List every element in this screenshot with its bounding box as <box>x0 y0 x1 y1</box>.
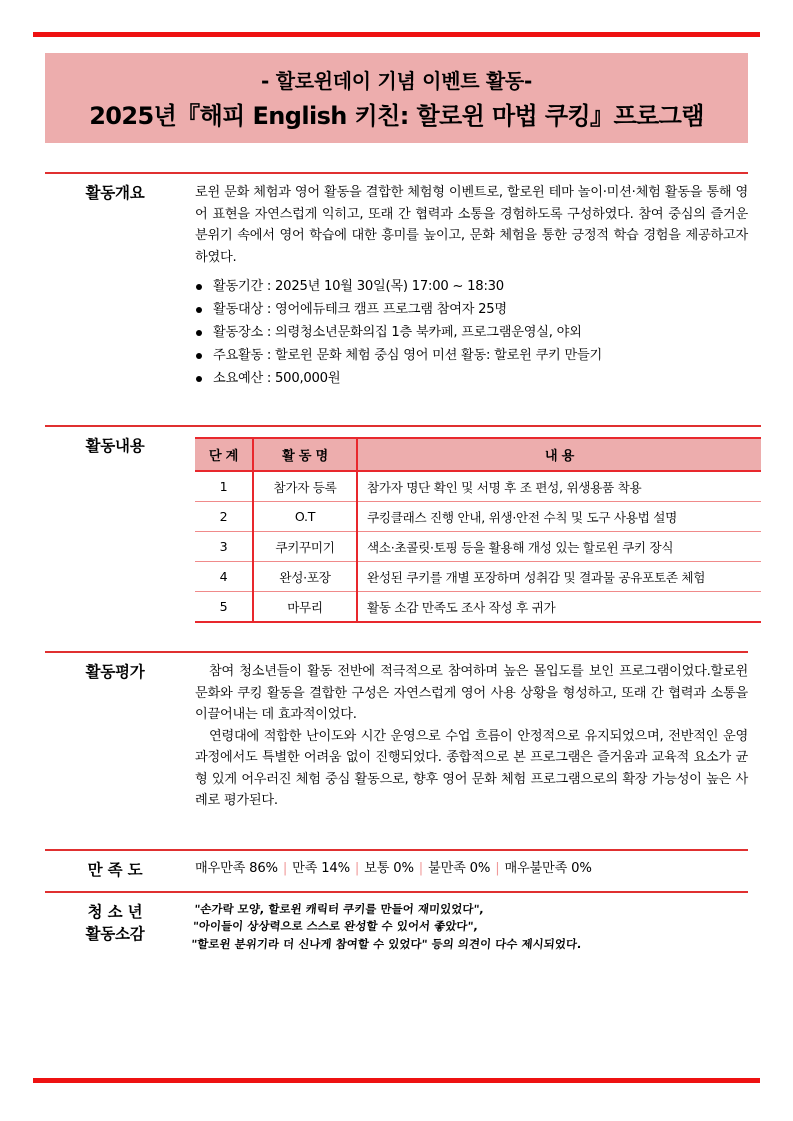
bullet-text: 활동장소 : 의령청소년문화의집 1층 북카페, 프로그램운영실, 야외 <box>213 325 582 341</box>
quote-line: "손가락 모양, 할로윈 캐릭터 쿠키를 만들어 재미있었다", <box>193 902 485 916</box>
separator: | <box>354 861 360 876</box>
cell-activity: 쿠키꾸미기 <box>253 532 357 562</box>
satisfaction-body <box>185 849 748 879</box>
top-red-rule <box>33 32 760 37</box>
title-banner <box>45 53 748 143</box>
feedback-label-line2: 활동소감 <box>85 924 145 943</box>
list-item <box>195 346 748 366</box>
evaluation-paragraph-2: 연령대에 적합한 난이도와 시간 운영으로 수업 흐름이 안정적으로 유지되었으며, 전반적인 운영 과정에서도 특별한 어려움 없이 진행되었다. 종합적으로 본 프로그램은 즐거움과 교육적 요소가 균형 있게 어우러진 체험 중심 활동으로, 향후 영어 문화 체험 프로그램으로의 확장 가능성이 높은 사례로 평가된다. <box>195 728 748 809</box>
cell-activity: 참가자 등록 <box>253 471 357 502</box>
satisfaction-item-value: 14% <box>321 861 350 876</box>
cell-step: 1 <box>195 471 253 502</box>
list-item <box>195 300 748 320</box>
table-row <box>195 502 761 532</box>
section-label-satisfaction <box>45 849 185 881</box>
satisfaction-item-value: 0% <box>393 861 414 876</box>
separator: | <box>418 861 424 876</box>
bullet-dot-icon <box>196 376 202 382</box>
section-satisfaction <box>45 849 748 881</box>
cell-step: 2 <box>195 502 253 532</box>
satisfaction-item-name: 만족 <box>292 861 318 876</box>
bullet-dot-icon <box>196 284 202 290</box>
section-label-evaluation <box>45 651 185 683</box>
cell-description: 참가자 명단 확인 및 서명 후 조 편성, 위생용품 착용 <box>357 471 761 502</box>
bullet-text: 소요예산 : 500,000원 <box>213 371 341 387</box>
activity-table-head <box>195 438 761 471</box>
bullet-dot-icon <box>196 330 202 336</box>
cell-activity: 마무리 <box>253 592 357 623</box>
evaluation-body <box>185 651 748 812</box>
table-row <box>195 562 761 592</box>
table-header-row <box>195 438 761 471</box>
cell-activity: O.T <box>253 502 357 532</box>
title-main: 2025년『해피 English 키친: 할로윈 마법 쿠킹』프로그램 <box>89 102 704 130</box>
title-subtitle: - 할로윈데이 기념 이벤트 활동- <box>261 69 532 93</box>
list-item <box>195 369 748 389</box>
activity-table <box>195 437 761 623</box>
satisfaction-item-value: 0% <box>571 861 592 876</box>
activity-table-body <box>195 471 761 622</box>
list-item <box>195 323 748 343</box>
section-overview <box>45 172 748 392</box>
content-body <box>185 425 761 623</box>
bullet-text: 주요활동 : 할로윈 문화 체험 중심 영어 미션 활동: 할로윈 쿠키 만들기 <box>213 348 602 364</box>
satisfaction-breakdown <box>195 859 748 879</box>
satisfaction-item-name: 매우불만족 <box>504 861 568 876</box>
satisfaction-item-name: 불만족 <box>428 861 466 876</box>
evaluation-paragraph-1: 참여 청소년들이 활동 전반에 적극적으로 참여하며 높은 몰입도를 보인 프로그램이었다.할로윈 문화와 쿠킹 활동을 결합한 구성은 자연스럽게 영어 사용 상황을 형성하고, 또래 간 협력과 소통을 이끌어내는 데 효과적이었다. <box>195 664 748 723</box>
section-label-feedback <box>45 891 185 945</box>
overview-label-text: 활동개요 <box>85 184 145 202</box>
cell-activity: 완성·포장 <box>253 562 357 592</box>
bottom-red-rule <box>33 1078 760 1083</box>
section-label-content <box>45 425 185 457</box>
satisfaction-label-text: 만 족 도 <box>87 861 143 879</box>
satisfaction-item-name: 매우만족 <box>195 861 246 876</box>
table-row <box>195 471 761 502</box>
section-label-overview <box>45 172 185 204</box>
overview-bullet-list <box>195 277 748 389</box>
bullet-dot-icon <box>196 307 202 313</box>
section-youth-feedback <box>45 891 748 953</box>
overview-body <box>185 172 748 392</box>
cell-step: 5 <box>195 592 253 623</box>
cell-step: 4 <box>195 562 253 592</box>
satisfaction-item-name: 보통 <box>364 861 390 876</box>
col-header-description: 내 용 <box>357 438 761 471</box>
bullet-text: 활동기간 : 2025년 10월 30일(목) 17:00 ~ 18:30 <box>213 279 504 295</box>
section-evaluation <box>45 651 748 812</box>
cell-description: 색소·초콜릿·토핑 등을 활용해 개성 있는 할로윈 쿠키 장식 <box>357 532 761 562</box>
evaluation-label-text: 활동평가 <box>85 663 145 681</box>
bullet-text: 활동대상 : 영어에듀테크 캠프 프로그램 참여자 25명 <box>213 302 507 318</box>
list-item <box>195 277 748 297</box>
overview-paragraph: 로윈 문화 체험과 영어 활동을 결합한 체험형 이벤트로, 할로윈 테마 놀이·미션·체험 활동을 통해 영어 표현을 자연스럽게 익히고, 또래 간 협력과 소통을 경험하도록 구성하였다. 참여 중심의 즐거운 분위기 속에서 영어 학습에 대한 흥미를 높이고, 문화 체험을 통한 긍정적 학습 경험을 제공하고자 하였다. <box>195 185 748 265</box>
section-content <box>45 425 748 623</box>
satisfaction-item-value: 86% <box>249 861 278 876</box>
cell-description: 쿠킹클래스 진행 안내, 위생·안전 수칙 및 도구 사용법 설명 <box>357 502 761 532</box>
bullet-dot-icon <box>196 353 202 359</box>
col-header-activity: 활 동 명 <box>253 438 357 471</box>
separator: | <box>282 861 288 876</box>
feedback-label-line1: 청 소 년 <box>87 903 143 921</box>
cell-step: 3 <box>195 532 253 562</box>
quote-line: "아이들이 상상력으로 스스로 완성할 수 있어서 좋았다", <box>192 919 479 934</box>
table-row <box>195 592 761 623</box>
cell-description: 완성된 쿠키를 개별 포장하며 성취감 및 결과물 공유포토존 체험 <box>357 562 761 592</box>
table-row <box>195 532 761 562</box>
cell-description: 활동 소감 만족도 조사 작성 후 귀가 <box>357 592 761 623</box>
separator: | <box>495 861 500 876</box>
satisfaction-item-value: 0% <box>469 861 491 876</box>
col-header-step: 단 계 <box>195 438 253 471</box>
content-label-text: 활동내용 <box>85 437 145 455</box>
feedback-body <box>185 891 748 953</box>
quote-line: "할로윈 분위기라 더 신나게 참여할 수 있었다" 등의 의견이 다수 제시되었다. <box>190 936 583 951</box>
feedback-quotes <box>190 901 748 953</box>
